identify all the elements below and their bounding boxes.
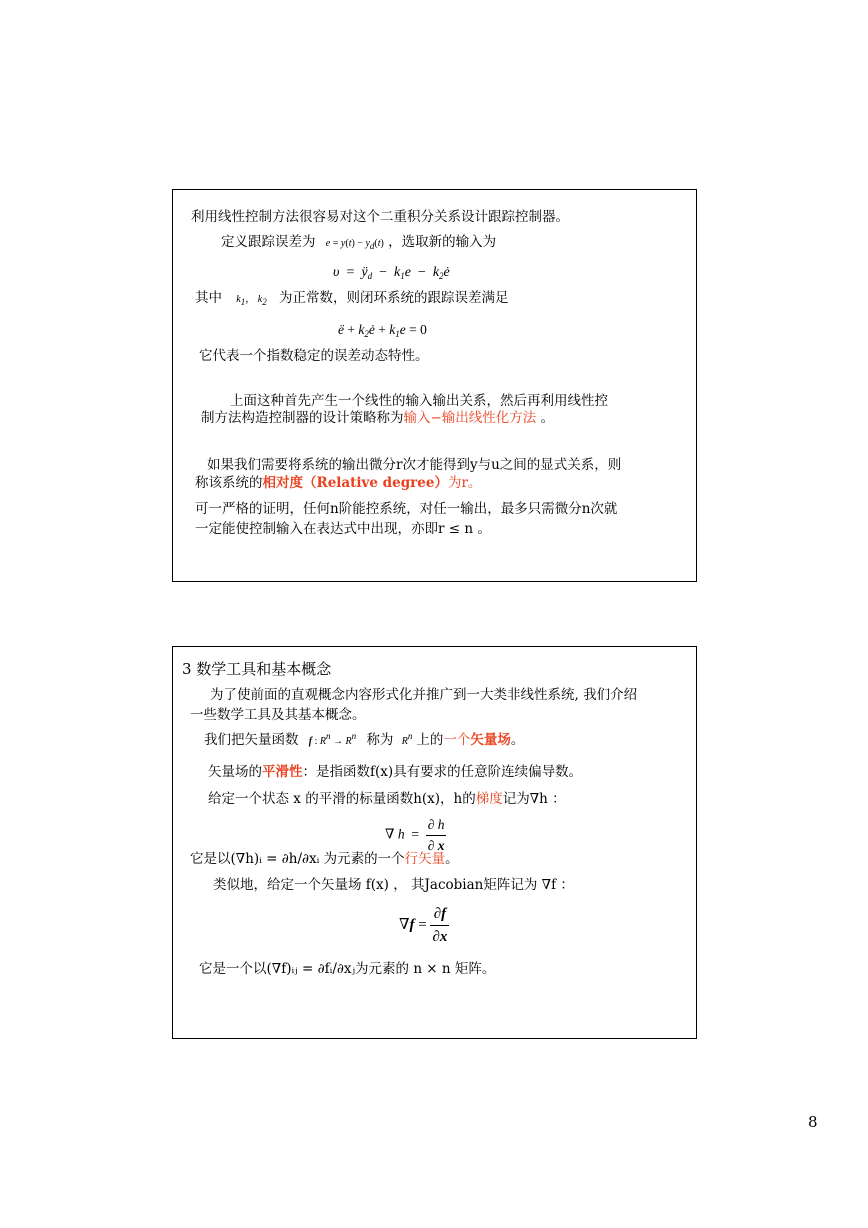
text-intro-line1: 为了使前面的直观概念内容形式化并推广到一大类非线性系统, 我们介绍	[210, 687, 638, 703]
highlight-row-vector: 行矢量	[404, 851, 446, 867]
text-row-vector	[190, 851, 459, 868]
equation-closed-loop: ë + $k_2ė + k_1e = 0$	[338, 322, 427, 339]
text-intro-line2: 一些数学工具及其基本概念。	[190, 707, 366, 723]
gains-prefix: 其中	[195, 290, 222, 306]
slide-tracking-control	[172, 189, 697, 582]
vf-mid: 称为	[366, 732, 394, 748]
grad-suffix: 记为∇h ：	[502, 791, 566, 807]
vf-end: 。	[510, 732, 525, 748]
para2-prefix: 制方法构造控制器的设计策略称为	[201, 410, 404, 426]
highlight-smoothness: 平滑性	[262, 764, 303, 780]
text-line-gains	[195, 290, 509, 308]
equation-vf-space: $R^n$	[401, 731, 413, 747]
slide-math-tools	[172, 646, 697, 1039]
text-jacobian-def: 类似地，给定一个矢量场 f(x) ， 其Jacobian矩阵记为 ∇f ：	[213, 877, 574, 893]
smooth-prefix: 矢量场的	[208, 764, 262, 780]
gain-symbols: $k_1$， $k_2$	[236, 294, 267, 307]
equation-vf-map: f : $R^n \to R^n$	[308, 731, 357, 747]
page-number: 8	[808, 1113, 818, 1131]
para3-suffix: 为r。	[447, 475, 482, 491]
error-def-suffix: ，选取新的输入为	[388, 234, 497, 250]
vf-prefix: 我们把矢量函数	[204, 732, 299, 748]
error-def-prefix: 定义跟踪误差为	[221, 234, 316, 250]
row-prefix: 它是以(∇h)ᵢ = ∂h/∂xᵢ 为元素的一个	[190, 851, 405, 867]
text-para3-line2	[195, 475, 481, 492]
text-para2-line2	[201, 410, 554, 427]
grad-line: 给定一个状态 x 的平滑的标量函数h(x)，h的	[208, 791, 476, 807]
highlight-vector-field-2: 矢量场	[470, 732, 511, 748]
vf-on: 上的	[416, 732, 444, 748]
text-gradient-def	[208, 791, 566, 808]
slide-title: 3 数学工具和基本概念	[182, 660, 332, 678]
text-line-stability: 它代表一个指数稳定的误差动态特性。	[199, 348, 429, 364]
text-vector-field-def	[204, 732, 524, 750]
highlight-io-linearization: 输入−输出线性化方法	[403, 410, 537, 426]
text-para3-line1: 如果我们需要将系统的输出微分r次才能得到y与u之间的显式关系，则	[207, 457, 622, 473]
para3-prefix: 称该系统的	[195, 475, 263, 491]
highlight-gradient: 梯度	[475, 791, 503, 807]
text-smoothness	[208, 764, 582, 781]
text-para4-line2: 一定能使控制输入在表达式中出现，亦即r ≤ n 。	[195, 521, 491, 537]
text-para2-line1: 上面这种首先产生一个线性的输入输出关系，然后再利用线性控	[230, 393, 608, 409]
text-line-intro: 利用线性控制方法很容易对这个二重积分关系设计跟踪控制器。	[191, 209, 569, 225]
text-line-error-def	[221, 234, 496, 252]
equation-new-input: $\upsilon = ÿ_d - k_1e$ − $k_2ė$	[333, 265, 450, 281]
gains-suffix: 为正常数，则闭环系统的跟踪误差满足	[279, 290, 509, 306]
para2-suffix: 。	[540, 410, 555, 426]
equation-tracking-error: $e = y(t) - y_d(t)$	[325, 238, 384, 251]
text-matrix-def: 它是一个以(∇f)ᵢⱼ = ∂fᵢ/∂xⱼ为元素的 n × n 矩阵。	[199, 961, 496, 977]
highlight-relative-degree: 相对度（Relative degree）	[262, 475, 448, 491]
equation-gradient: ∇ h = $\frac{\partial h}{\partial x}$	[385, 817, 445, 853]
equation-jacobian: ∇f = $\frac{\partial f}{\partial x}$	[399, 903, 449, 948]
text-para4-line1: 可一严格的证明，任何n阶能控系统，对任一输出，最多只需微分n次就	[195, 501, 618, 517]
highlight-vector-field-1: 一个	[443, 732, 471, 748]
row-suffix: 。	[445, 851, 459, 867]
smooth-text: ：是指函数f(x)具有要求的任意阶连续偏导数。	[302, 764, 583, 780]
